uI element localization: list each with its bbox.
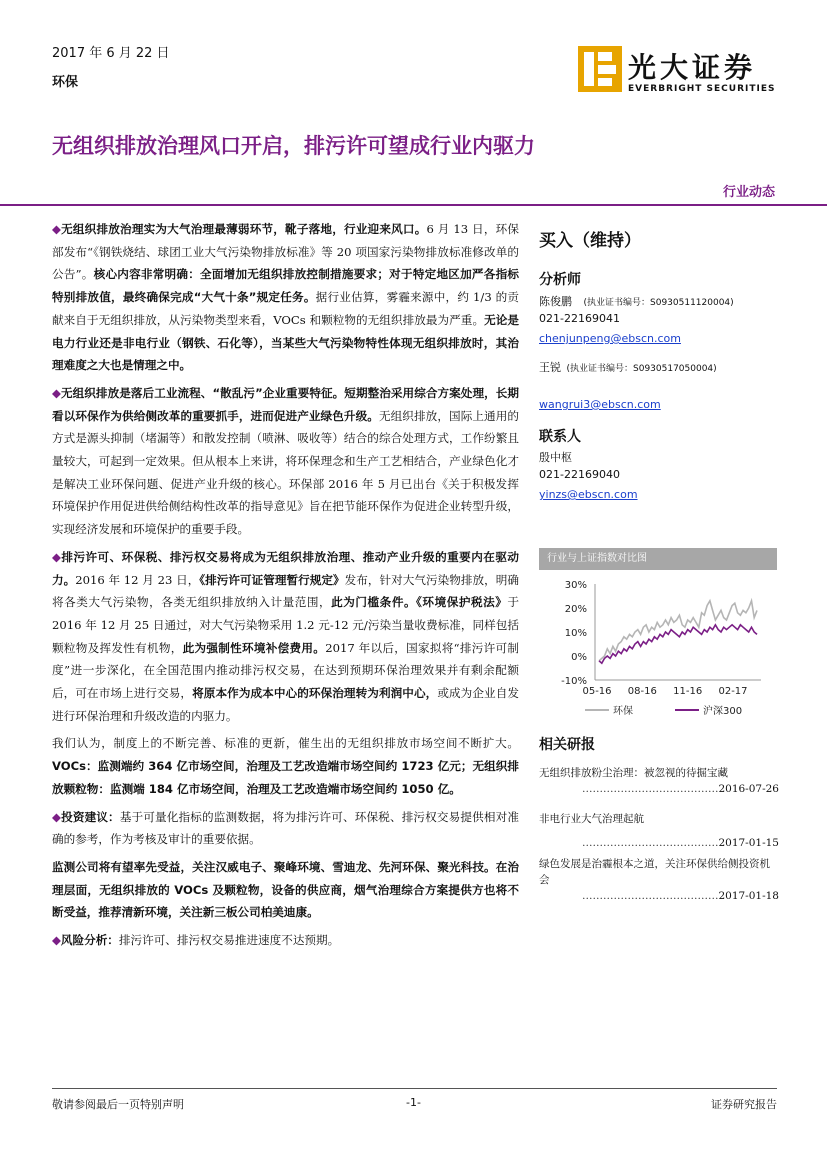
analyst1-email[interactable] xyxy=(539,327,779,346)
rating: 买入（维持） xyxy=(539,231,641,251)
text-run: 2017 年以后，国家拟将“排污许可制度”进一步深化，在全国范围内推动排污权交易，在达到预期环保治理效果并有剩余配额后，可在市场上进行交易， xyxy=(52,640,519,701)
analyst1-cert: (执业证书编号：S0930511120004) xyxy=(583,298,734,308)
report-title: 无组织排放治理风口开启，排污许可望成行业内驱力 xyxy=(52,134,535,158)
text-run: 监测公司将有望率先受益，关注汉威电子、聚峰环境、雪迪龙、先河环保、聚光科技。在治理层面，无组织排放的 VOCs 及颗粒物，设备的供应商，烟气治理综合方案提供方也将不断受益，推荐清新环境，关注新三板公司柏美迪康。 xyxy=(52,859,519,920)
analyst2-email-link[interactable]: wangrui3@ebscn.com xyxy=(539,398,661,411)
text-run: 基于可量化指标的监测数据，将为排污许可、环保税、排污权交易提供相对准确的参考，作为考核及审计的重要依据。 xyxy=(52,809,519,847)
leader-dots: ………………………………… xyxy=(581,837,719,849)
leader-dots: ………………………………… xyxy=(581,890,719,902)
bullet-diamond-icon: ◆ xyxy=(52,933,61,948)
related-title[interactable]: 绿色发展是治霾根本之道，关注环保供给侧投资机会 xyxy=(539,858,770,886)
paragraph-3 xyxy=(52,546,519,728)
analyst1 xyxy=(539,294,779,311)
series-line-1 xyxy=(599,625,757,663)
analyst1-email-link[interactable]: chenjunpeng@ebscn.com xyxy=(539,332,681,345)
related-title[interactable]: 非电行业大气治理起航 xyxy=(539,813,644,825)
analyst2-cert: (执业证书编号：S0930517050004) xyxy=(566,364,717,374)
text-run: 将原本作为成本中心的环保治理转为利润中心， xyxy=(192,686,438,701)
text-run: 《排污许可证管理暂行规定》 xyxy=(199,572,345,587)
paragraph-2 xyxy=(52,382,519,541)
analyst1-name: 陈俊鹏 xyxy=(539,295,572,308)
x-tick-label: 08-16 xyxy=(627,686,657,697)
footer-report-label: 证券研究报告 xyxy=(711,1098,777,1111)
analyst-heading: 分析师 xyxy=(539,272,581,288)
text-run: 或成为企业自发进行环保治理和升级改造的内驱力。 xyxy=(52,686,519,723)
related-heading: 相关研报 xyxy=(539,737,595,753)
page-number: -1- xyxy=(406,1096,421,1109)
related-date: 2016-07-26 xyxy=(718,783,779,795)
x-tick-label: 02-17 xyxy=(718,686,748,697)
bullet-diamond-icon: ◆ xyxy=(52,385,61,400)
text-run: VOCs：监测端约 364 亿市场空间，治理及工艺改造端市场空间约 1723 亿元；无组织排放颗粒物：监测端 184 亿市场空间，治理及工艺改造端市场空间约 1050 亿。 xyxy=(52,759,519,796)
related-title[interactable]: 无组织排放粉尘治理：被忽视的待掘宝藏 xyxy=(539,767,728,779)
report-type: 行业动态 xyxy=(722,185,775,200)
related-date: 2017-01-15 xyxy=(718,837,779,849)
x-tick-label: 05-16 xyxy=(582,686,612,697)
related-item[interactable] xyxy=(539,765,779,797)
paragraph-4 xyxy=(52,732,519,800)
header-divider xyxy=(0,204,827,206)
text-run: 投资建议： xyxy=(61,809,120,824)
text-run: 核心内容非常明确：全面增加无组织排放控制措施要求；对于特定地区加严各指标特别排放值，最终确保完成“大气十条”规定任务。 xyxy=(52,267,519,305)
y-tick-label: 30% xyxy=(564,580,587,591)
related-date: 2017-01-18 xyxy=(718,890,779,902)
footer-disclaimer: 敬请参阅最后一页特别声明 xyxy=(52,1098,184,1111)
text-run: 风险分析： xyxy=(60,933,119,948)
paragraph-7 xyxy=(52,929,519,952)
sector-label: 环保 xyxy=(52,75,79,90)
y-tick-label: 20% xyxy=(564,604,587,615)
paragraph-1 xyxy=(52,218,519,377)
logo-en-text: EVERBRIGHT SECURITIES xyxy=(628,84,776,94)
analyst2-name: 王锐 xyxy=(539,361,561,374)
everbright-logo-icon xyxy=(578,46,622,92)
text-run: 无组织排放，国际上通用的方式是源头抑制（堵漏等）和散发控制（喷淋、吸收等）结合的综合处理方式，工作纷繁且量较大，可起到一定效果。但从根本上来讲，将环保理念和生产工艺相结合，产业绿色化才是解决工业环保问题、促进产业升级的核心。环保部 2016 年 5 月已出台《关于积极发挥环境保护作用促进供给侧结构性改革的指导意见》旨在把节能环保作为促进企业转型升级，实现经济发展和环境保护的重要手段。 xyxy=(52,408,519,537)
contact-phone: 021-22169040 xyxy=(539,468,620,481)
related-item[interactable] xyxy=(539,856,779,904)
analyst2 xyxy=(539,360,779,377)
contact-email-link[interactable]: yinzs@ebscn.com xyxy=(539,488,638,501)
text-run: 无组织排放治理实为大气治理最薄弱环节，靴子落地，行业迎来风口。 xyxy=(61,222,427,236)
main-body xyxy=(52,218,519,957)
text-run: 发布，针对大气污染物排放，明确将各类大气污染物，各类无组织排放纳入计量范围， xyxy=(52,572,519,610)
analyst1-phone: 021-22169041 xyxy=(539,312,620,325)
bullet-diamond-icon: ◆ xyxy=(52,222,62,236)
bullet-diamond-icon: ◆ xyxy=(52,549,62,564)
paragraph-5 xyxy=(52,806,519,851)
legend-label: 沪深300 xyxy=(703,706,743,717)
footer-divider xyxy=(52,1088,777,1089)
y-tick-label: 0% xyxy=(571,652,587,663)
logo-cn-text: 光大证券 xyxy=(628,51,757,84)
text-run: 我们认为，制度上的不断完善、标准的更新，催生出的无组织排放市场空间不断扩大。 xyxy=(52,736,519,751)
report-date: 2017 年 6 月 22 日 xyxy=(52,46,170,61)
text-run: 于 2016 年 12 月 25 日通过，对大气污染物采用 1.2 元-12 元/污染当量收费标准，同样包括颗粒物及挥发性有机物， xyxy=(52,595,519,655)
contact-email[interactable] xyxy=(539,483,779,502)
text-run: 6 月 13 日，环保部发布“《钢铁烧结、球团工业大气污染物排放标准》等 20 项国家污染物排放标准修改单的公告”。 xyxy=(52,222,519,282)
bullet-diamond-icon: ◆ xyxy=(52,809,62,824)
x-tick-label: 11-16 xyxy=(673,686,703,697)
contact-heading: 联系人 xyxy=(539,429,581,445)
text-run: 无组织排放是落后工业流程、“散乱污”企业重要特征。短期整治采用综合方案处理，长期看以环保作为供给侧改革的重要抓手，进而促进产业绿色升级。 xyxy=(52,385,519,423)
leader-dots: ………………………………… xyxy=(581,783,719,795)
text-run: 此为门槛条件。《环境保护税法》 xyxy=(331,595,508,610)
paragraph-6 xyxy=(52,856,519,924)
text-run: 2016 年 12 月 23 日， xyxy=(75,572,200,587)
y-tick-label: 10% xyxy=(564,628,587,639)
chart-title: 行业与上证指数对比图 xyxy=(539,548,777,570)
related-item[interactable] xyxy=(539,811,779,851)
y-tick-label: -10% xyxy=(561,676,587,687)
comparison-chart xyxy=(539,574,779,722)
contact-name: 殷中枢 xyxy=(539,451,572,464)
text-run: 无论是电力行业还是非电行业（钢铁、石化等），当某些大气污染物特性体现无组织排放时，其治理难度之大也是情理之中。 xyxy=(52,312,519,373)
analyst2-email[interactable] xyxy=(539,393,779,412)
text-run: 此为强制性环境补偿费用。 xyxy=(182,640,326,655)
legend-label: 环保 xyxy=(613,706,633,717)
text-run: 排污许可、环保税、排污权交易将成为无组织排放治理、推动产业升级的重要内在驱动力。 xyxy=(52,549,519,587)
text-run: 据行业估算，雾霾来源中，约 1/3 的贡献来自于无组织排放，从污染物类型来看，VOCs 和颗粒物的无组织排放最为严重。 xyxy=(52,290,520,327)
text-run: 排污许可、排污权交易推进速度不达预期。 xyxy=(118,933,340,948)
